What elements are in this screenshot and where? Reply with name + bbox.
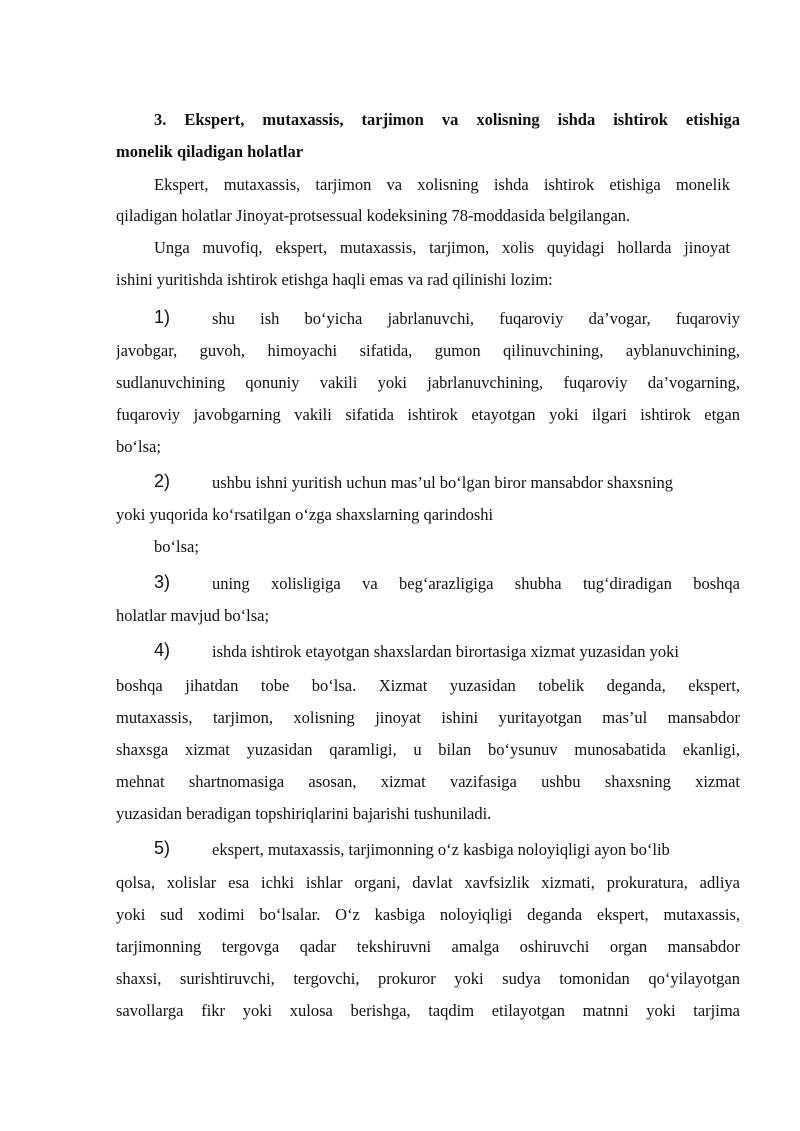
list-item-2-line-1: ushbu ishni yuritish uchun mas’ul bo‘lgan biror mansabdor shaxsning — [212, 473, 674, 492]
section-heading-line-1: 3. Ekspert, mutaxassis, tarjimon va xolisning ishda ishtirok etishiga — [154, 110, 740, 129]
list-item-4-line-1: ishda ishtirok etayotgan shaxslardan birortasiga xizmat yuzasidan yoki — [212, 642, 679, 661]
list-item-4-number: 4) — [154, 640, 171, 660]
list-item-3-line-2: holatlar mavjud bo‘lsa; — [116, 606, 270, 625]
list-item-2-number: 2) — [154, 471, 171, 491]
list-item-5-number: 5) — [154, 838, 171, 858]
list-item-5-line-4: tarjimonning tergovga qadar tekshiruvni amalga oshiruvchi organ mansabdor — [116, 937, 740, 956]
list-item-5-line-5: shaxsi, surishtiruvchi, tergovchi, prokuror yoki sudya tomonidan qo‘yilayotgan — [116, 969, 740, 988]
list-item-1-line-2: javobgar, guvoh, himoyachi sifatida, gumon qilinuvchining, ayblanuvchining, — [116, 341, 740, 360]
paragraph-1-line-2: qiladigan holatlar Jinoyat-protsessual kodeksining 78-moddasida belgilangan. — [116, 206, 631, 225]
list-item-1-line-1: shu ish bo‘yicha jabrlanuvchi, fuqaroviy da’vogar, fuqaroviy — [212, 309, 740, 328]
list-item-1-line-3: sudlanuvchining qonuniy vakili yoki jabrlanuvchining, fuqaroviy da’vogarning, — [116, 373, 740, 392]
list-item-3-line-1: uning xolisligiga va beg‘arazligiga shubha tug‘diradigan boshqa — [212, 574, 740, 593]
list-item-4-line-4: shaxsga xizmat yuzasidan qaramligi, u bilan bo‘ysunuv munosabatida ekanligi, — [116, 740, 740, 759]
list-item-1-line-4: fuqaroviy javobgarning vakili sifatida ishtirok etayotgan yoki ilgari ishtirok etgan — [116, 405, 740, 424]
list-item-3-number: 3) — [154, 572, 171, 592]
list-item-4-line-2: boshqa jihatdan tobe bo‘lsa. Xizmat yuzasidan tobelik deganda, ekspert, — [116, 676, 740, 695]
list-item-5-line-1: ekspert, mutaxassis, tarjimonning o‘z kasbiga noloyiqligi ayon bo‘lib — [212, 840, 670, 859]
list-item-2-line-3: bo‘lsa; — [154, 537, 199, 556]
list-item-4-line-5: mehnat shartnomasiga asosan, xizmat vazifasiga ushbu shaxsning xizmat — [116, 772, 740, 791]
section-heading-line-2: monelik qiladigan holatlar — [116, 142, 304, 161]
list-item-2-line-2: yoki yuqorida ko‘rsatilgan o‘zga shaxslarning qarindoshi — [116, 505, 494, 524]
list-item-5-line-6: savollarga fikr yoki xulosa berishga, taqdim etilayotgan matnni yoki tarjima — [116, 1001, 740, 1020]
list-item-4-line-3: mutaxassis, tarjimon, xolisning jinoyat ishini yuritayotgan mas’ul mansabdor — [116, 708, 740, 727]
list-item-1-number: 1) — [154, 307, 171, 327]
paragraph-2-line-2: ishini yuritishda ishtirok etishga haqli emas va rad qilinishi lozim: — [116, 270, 553, 289]
paragraph-1-line-1: Ekspert, mutaxassis, tarjimon va xolisning ishda ishtirok etishiga monelik — [154, 175, 730, 194]
paragraph-2-line-1: Unga muvofiq, ekspert, mutaxassis, tarjimon, xolis quyidagi hollarda jinoyat — [154, 238, 730, 257]
list-item-5-line-2: qolsa, xolislar esa ichki ishlar organi, davlat xavfsizlik xizmati, prokuratura, adliya — [116, 873, 740, 892]
list-item-5-line-3: yoki sud xodimi bo‘lsalar. O‘z kasbiga noloyiqligi deganda ekspert, mutaxassis, — [116, 905, 740, 924]
list-item-1-line-5: bo‘lsa; — [116, 437, 161, 456]
list-item-4-line-6: yuzasidan beradigan topshiriqlarini bajarishi tushuniladi. — [116, 804, 492, 823]
